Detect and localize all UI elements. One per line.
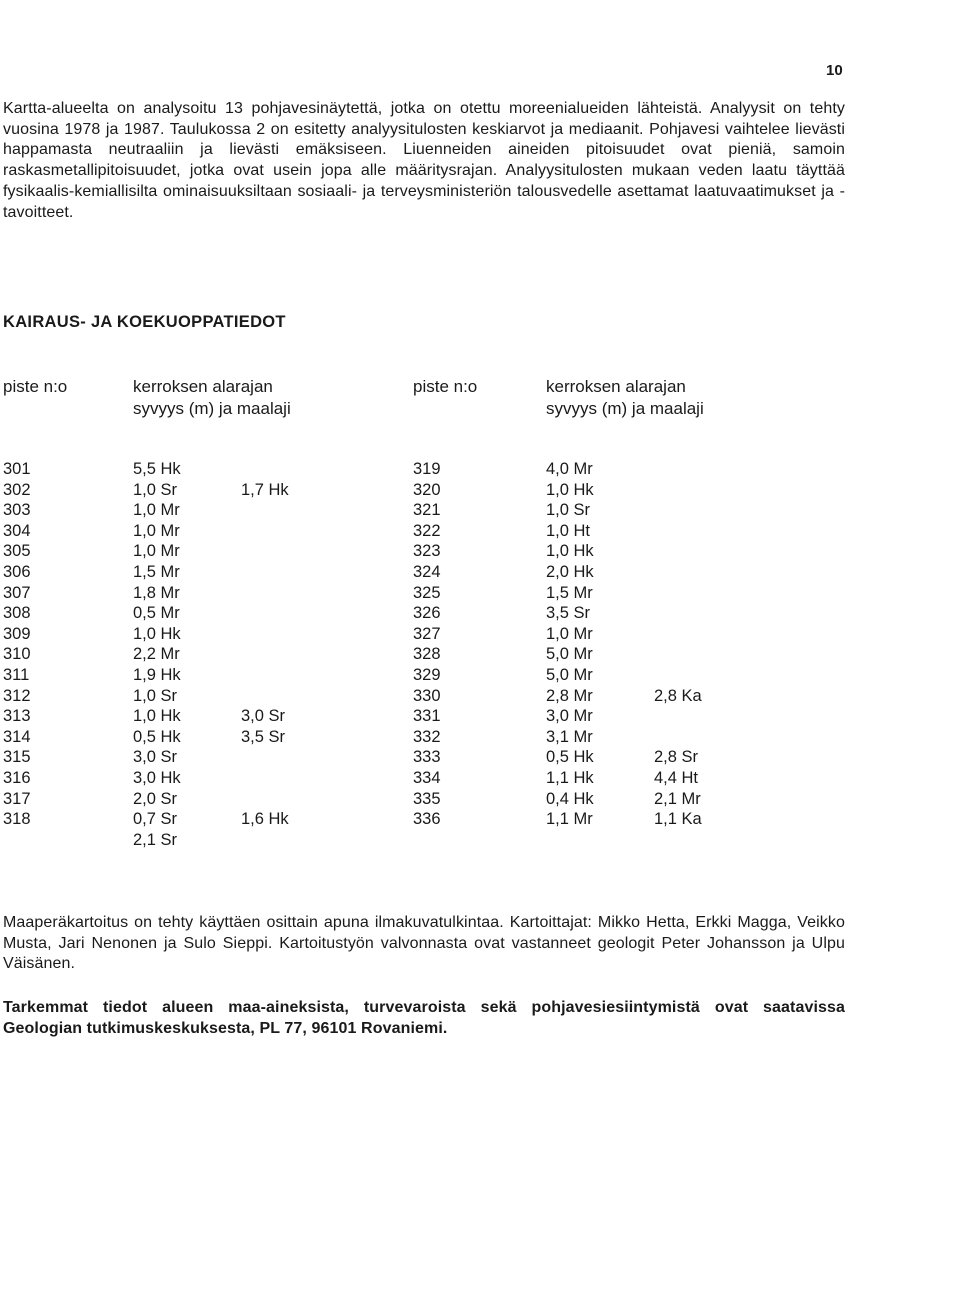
point-number: 329: [413, 665, 441, 684]
point-number: 322: [413, 521, 441, 540]
layer-1: 3,0 Mr: [546, 707, 593, 726]
layer-1: 0,5 Hk: [133, 727, 181, 746]
layer-1: 1,0 Sr: [546, 501, 591, 520]
layer-2: 3,0 Sr: [241, 707, 286, 726]
point-number: 307: [3, 583, 31, 602]
point-number: 317: [3, 789, 31, 808]
layer-1: 1,1 Hk: [546, 768, 594, 787]
point-number: 312: [3, 686, 31, 705]
point-number: 321: [413, 501, 441, 520]
column-header-point-left: [3, 376, 67, 398]
layer-2: 2,8 Sr: [654, 748, 699, 767]
layer-1: 3,0 Hk: [133, 768, 181, 787]
point-number: 309: [3, 624, 31, 643]
column-header-layer-right-line1: kerroksen alarajan: [546, 377, 686, 396]
point-number: 314: [3, 727, 31, 746]
layer-1: 0,5 Hk: [546, 748, 594, 767]
point-number: 327: [413, 624, 441, 643]
point-number: 301: [3, 460, 31, 478]
layer-1: 3,0 Sr: [133, 748, 178, 767]
point-number: 336: [413, 810, 441, 829]
point-number: 325: [413, 583, 441, 602]
point-number: 313: [3, 707, 31, 726]
point-number: 334: [413, 768, 441, 787]
point-number: 330: [413, 686, 441, 705]
point-number: 310: [3, 645, 31, 664]
column-header-point-right-label: piste n:o: [413, 377, 478, 396]
layer-2: 1,6 Hk: [241, 810, 289, 829]
point-number: 328: [413, 645, 441, 664]
layer-1: 1,8 Mr: [133, 583, 180, 602]
point-number: 331: [413, 707, 441, 726]
column-header-layer-right-line2: syvyys (m) ja maalaji: [546, 399, 704, 418]
column-header-layer-left-line2: syvyys (m) ja maalaji: [133, 399, 291, 418]
layer-1: 0,4 Hk: [546, 789, 594, 808]
point-number: 304: [3, 521, 31, 540]
layer-1: 4,0 Mr: [546, 460, 593, 478]
layer-1: 0,7 Sr: [133, 810, 178, 829]
layer-1: 5,0 Mr: [546, 645, 593, 664]
point-number: 333: [413, 748, 441, 767]
point-number: 305: [3, 542, 31, 561]
page-number: 10: [826, 62, 843, 79]
point-number: 326: [413, 604, 441, 623]
layer-1: 1,0 Sr: [133, 480, 178, 499]
layer-1: 5,0 Mr: [546, 665, 593, 684]
layer-1: 2,8 Mr: [546, 686, 593, 705]
layer-1: 3,1 Mr: [546, 727, 593, 746]
layer-1: 1,0 Mr: [133, 542, 180, 561]
layer-1: 1,0 Hk: [133, 624, 181, 643]
layer-1: 1,0 Sr: [133, 686, 178, 705]
column-header-layer-left-line1: kerroksen alarajan: [133, 377, 273, 396]
point-number: 316: [3, 768, 31, 787]
layer-1: 1,0 Mr: [133, 501, 180, 520]
layer-2: 2,1 Mr: [654, 789, 701, 808]
point-number: 320: [413, 480, 441, 499]
column-header-point-right: [413, 376, 477, 398]
layer-1: 1,9 Hk: [133, 665, 181, 684]
layer-1: 1,0 Ht: [546, 521, 591, 540]
point-number: 318: [3, 810, 31, 829]
layer-1: 2,0 Hk: [546, 562, 594, 581]
point-number: 335: [413, 789, 441, 808]
point-number: 302: [3, 480, 31, 499]
layer-1: 1,5 Mr: [133, 562, 180, 581]
column-header-layer-left: [133, 376, 291, 420]
mapping-credits-paragraph: Maaperäkartoitus on tehty käyttäen osittain apuna ilmakuvatulkintaa. Kartoittajat: Mikko Hetta, Erkki Magga, Veikko Musta, Jari Nenonen ja Sulo Sieppi. Kartoitustyön valvonnasta ovat vastanneet geologit Peter Johansson ja Ulpu Väisänen.: [3, 914, 845, 973]
point-number: 332: [413, 727, 441, 746]
intro-paragraph: Kartta-alueelta on analysoitu 13 pohjavesinäytettä, jotka on otettu moreenialueiden lähteistä. Analyysit on tehty vuosina 1978 ja 1987. Taulukossa 2 on esitetty analyysitulosten keskiarvot ja mediaanit. Pohjavesi vaihtelee lievästi happamasta neutraaliin ja lievästi emäksiseen. Liuenneiden aineiden pitoisuudet ovat pieniä, samoin raskasmetallipitoisuudet, jotka ovat usein jopa alle määritysrajan. Analyysitulosten mukaan veden laatu täyttää fysikaalis-kemiallisilta ominaisuuksiltaan sosiaali- ja terveysministeriön talousvedelle asettamat laatuvaatimukset ja -tavoitteet.: [3, 100, 845, 221]
point-number: 311: [3, 665, 30, 684]
point-number: 319: [413, 460, 441, 478]
layer-1: 1,1 Mr: [546, 810, 593, 829]
layer-1: 2,2 Mr: [133, 645, 180, 664]
point-number: 324: [413, 562, 441, 581]
layer-1: 1,0 Hk: [546, 542, 594, 561]
point-number: 306: [3, 562, 31, 581]
layer-2: 1,1 Ka: [654, 810, 702, 829]
layer-2: 2,8 Ka: [654, 686, 702, 705]
layer-1: 1,5 Mr: [546, 583, 593, 602]
layer-2: 1,7 Hk: [241, 480, 289, 499]
contact-info-paragraph: Tarkemmat tiedot alueen maa-aineksista, turvevaroista sekä pohjavesiesiintymistä ovat saatavissa Geologian tutkimuskeskuksesta, PL 77, 96101 Rovaniemi.: [3, 999, 845, 1037]
layer-1: 1,0 Hk: [133, 707, 181, 726]
layer-1: 3,5 Sr: [546, 604, 591, 623]
point-number: 308: [3, 604, 31, 623]
layer-2: 3,5 Sr: [241, 727, 286, 746]
layer-2: 4,4 Ht: [654, 768, 699, 787]
point-number: 323: [413, 542, 441, 561]
column-header-point-left-label: piste n:o: [3, 377, 68, 396]
layer-1: 2,0 Sr: [133, 789, 178, 808]
section-heading: KAIRAUS- JA KOEKUOPPATIEDOT: [3, 313, 286, 331]
layer-1: 2,1 Sr: [133, 830, 178, 849]
layer-1: 0,5 Mr: [133, 604, 180, 623]
point-number: 303: [3, 501, 31, 520]
layer-1: 5,5 Hk: [133, 460, 181, 478]
layer-1: 1,0 Mr: [133, 521, 180, 540]
layer-1: 1,0 Mr: [546, 624, 593, 643]
point-number: 315: [3, 748, 31, 767]
layer-1: 1,0 Hk: [546, 480, 594, 499]
column-header-layer-right: [546, 376, 704, 420]
